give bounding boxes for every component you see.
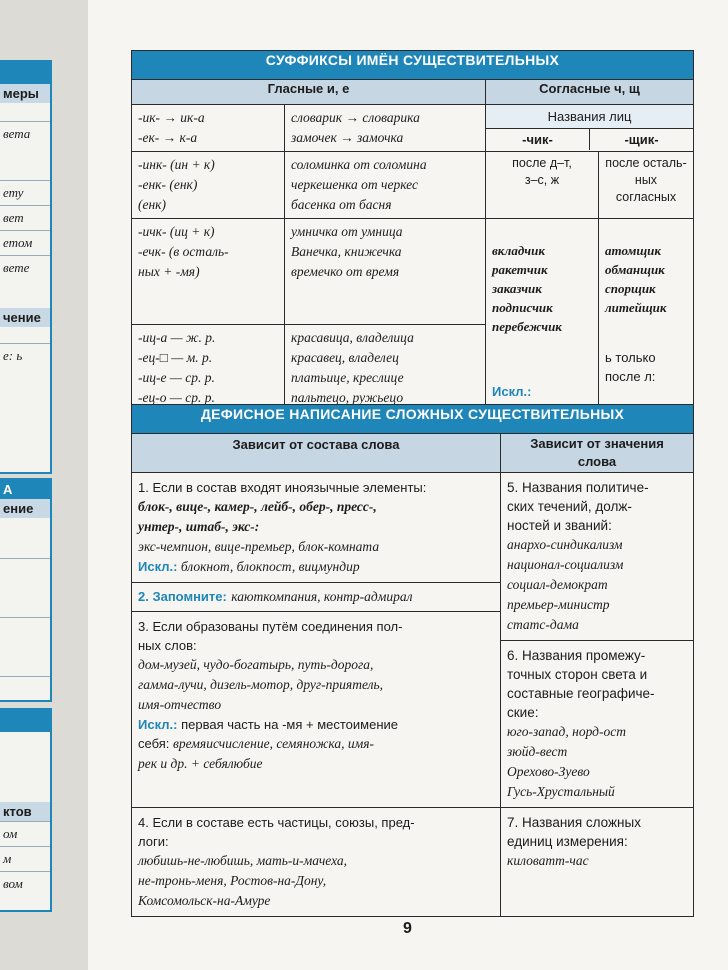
suffix-headers (486, 129, 693, 150)
fragment-line: е: ь (0, 343, 50, 368)
example-cell: словарик → словарика замочек → замочка (285, 105, 486, 152)
chik-examples: вкладчик ракетчик заказчик подписчик перебежчик (492, 243, 562, 334)
fragment-line: ом (0, 821, 50, 846)
hyphen-table (131, 404, 694, 917)
chik-header: -чик- (486, 129, 590, 150)
suffix-cell: -ик- → ик-а -ек- → к-а (132, 105, 285, 152)
rule-1-text: 1. Если в состав входят иноязычные элементы: (138, 480, 427, 495)
suffix-table (131, 50, 694, 462)
rule-2-examples: каюткомпания, контр-адмирал (231, 589, 413, 604)
example-cell: умничка от умница Ванечка, книжечка времечко от время (285, 219, 486, 325)
rule-2 (132, 583, 501, 612)
fragment-line: етом (0, 230, 50, 255)
col-left-header: Зависит от состава слова (132, 434, 501, 473)
shchik-examples: атомщик обманщик спорщик литейщик (605, 243, 667, 315)
vowels-header: Гласные и, е (132, 80, 486, 105)
fragment-header: чение (0, 308, 50, 327)
left-fragment-box-3 (0, 708, 52, 912)
col-right-header: Зависит от значения слова (501, 434, 694, 473)
example-cell: красавица, владелица красавец, владелец платьице, креслице пальтецо, ружьецо (285, 324, 486, 461)
rule-5-examples: анархо-синдикализм национал-социализм социал-демократ премьер-министр статс-дама (507, 537, 624, 632)
fragment-header: меры (0, 84, 50, 103)
fragment-row (0, 617, 50, 636)
rule-1-elements: блок-, вице-, камер-, лейб-, обер-, пресс-, унтер-, штаб-, экс-: (138, 499, 377, 534)
rule-4-text: 4. Если в составе есть частицы, союзы, пред- логи: (138, 815, 415, 849)
rule-1-exception (138, 557, 494, 577)
fragment-line: вом (0, 871, 50, 896)
rule-3-text: 3. Если образованы путём соединения пол- ных слов: (138, 619, 403, 653)
rule-6-text: 6. Названия промежу- точных сторон света и составные географиче- ские: (507, 648, 655, 720)
fragment-row (0, 558, 50, 577)
rule-2-label: 2. Запомните: (138, 589, 227, 604)
rule-4-examples: любишь-не-любишь, мать-и-мачеха, не-тронь-меня, Ростов-на-Дону, Комсомольск-на-Амуре (138, 853, 348, 908)
fragment-header: ктов (0, 802, 50, 821)
rule-7-examples: киловатт-час (507, 853, 589, 868)
rule-5 (501, 473, 694, 641)
fragment-line: м (0, 846, 50, 871)
rule-7 (501, 808, 694, 917)
rule-1 (132, 473, 501, 583)
left-fragment-box-1 (0, 60, 52, 474)
exception-label: Искл.: (138, 559, 178, 574)
previous-page-edge (0, 0, 88, 970)
example-cell: соломинка от соломина черкешенка от черкес басенка от басня (285, 152, 486, 219)
fragment-row (0, 676, 50, 695)
fragment-bar (0, 62, 50, 84)
rule-3-examples: дом-музей, чудо-богатырь, путь-дорога, гамма-лучи, дизель-мотор, друг-приятель, имя-отчество (138, 657, 384, 712)
fragment-line: вет (0, 205, 50, 230)
rule-3-exception-b: времяисчисление, семяножка, имя- рек и др. + себялюбие (138, 736, 374, 771)
chik-exception-wrap (492, 363, 592, 401)
rule-3-exception-a: первая часть на -мя + местоимение себя: (138, 717, 399, 751)
names-header: Названия лиц (486, 105, 693, 129)
rule-1-examples: экс-чемпион, вице-премьер, блок-комната (138, 539, 380, 554)
rule-3-exception (138, 715, 494, 774)
soft-sign-note: ь только после л: (605, 350, 656, 384)
rule-6-examples: юго-запад, норд-ост зюйд-вест Орехово-Зуево Гусь-Хрустальный (507, 724, 626, 799)
fragment-line: вете (0, 255, 50, 280)
exception-label: Искл.: (138, 717, 178, 732)
shchik-header: -щик- (624, 132, 659, 147)
fragment-line: вета (0, 121, 50, 146)
rule-6 (501, 641, 694, 808)
exception-label: Искл.: (492, 384, 532, 399)
rule-3 (132, 612, 501, 808)
fragment-header: А (0, 480, 50, 499)
rule-7-text: 7. Названия сложных единиц измерения: (507, 815, 641, 849)
chik-condition: после д–т, з–с, ж (486, 152, 599, 219)
page-number: 9 (403, 920, 412, 937)
fragment-header: ение (0, 499, 50, 518)
names-block (486, 105, 694, 152)
hyphen-table-title: ДЕФИСНОЕ НАПИСАНИЕ СЛОЖНЫХ СУЩЕСТВИТЕЛЬНЫХ (132, 405, 694, 434)
left-fragment-box-2 (0, 478, 52, 702)
fragment-line: ету (0, 180, 50, 205)
fragment-bar (0, 710, 50, 732)
suffix-cell: -инк- (ин + к) -енк- (енк) (енк) (132, 152, 285, 219)
shchik-condition: после осталь- ных согласных (599, 152, 694, 219)
rule-5-text: 5. Названия политиче- ских течений, долж- ностей и званий: (507, 480, 649, 533)
suffix-cell: -ичк- (иц + к) -ечк- (в осталь- ных + -мя) (132, 219, 285, 325)
rule-4 (132, 808, 501, 917)
suffix-cell: -иц-а — ж. р. -ец-□ — м. р. -иц-е — ср. р. -ец-о — ср. р. (132, 324, 285, 461)
rule-1-exception-text: блокнот, блокпост, вицмундир (180, 559, 360, 574)
consonants-header: Согласные ч, щ (486, 80, 694, 105)
suffix-table-title: СУФФИКСЫ ИМЁН СУЩЕСТВИТЕЛЬНЫХ (132, 51, 694, 80)
